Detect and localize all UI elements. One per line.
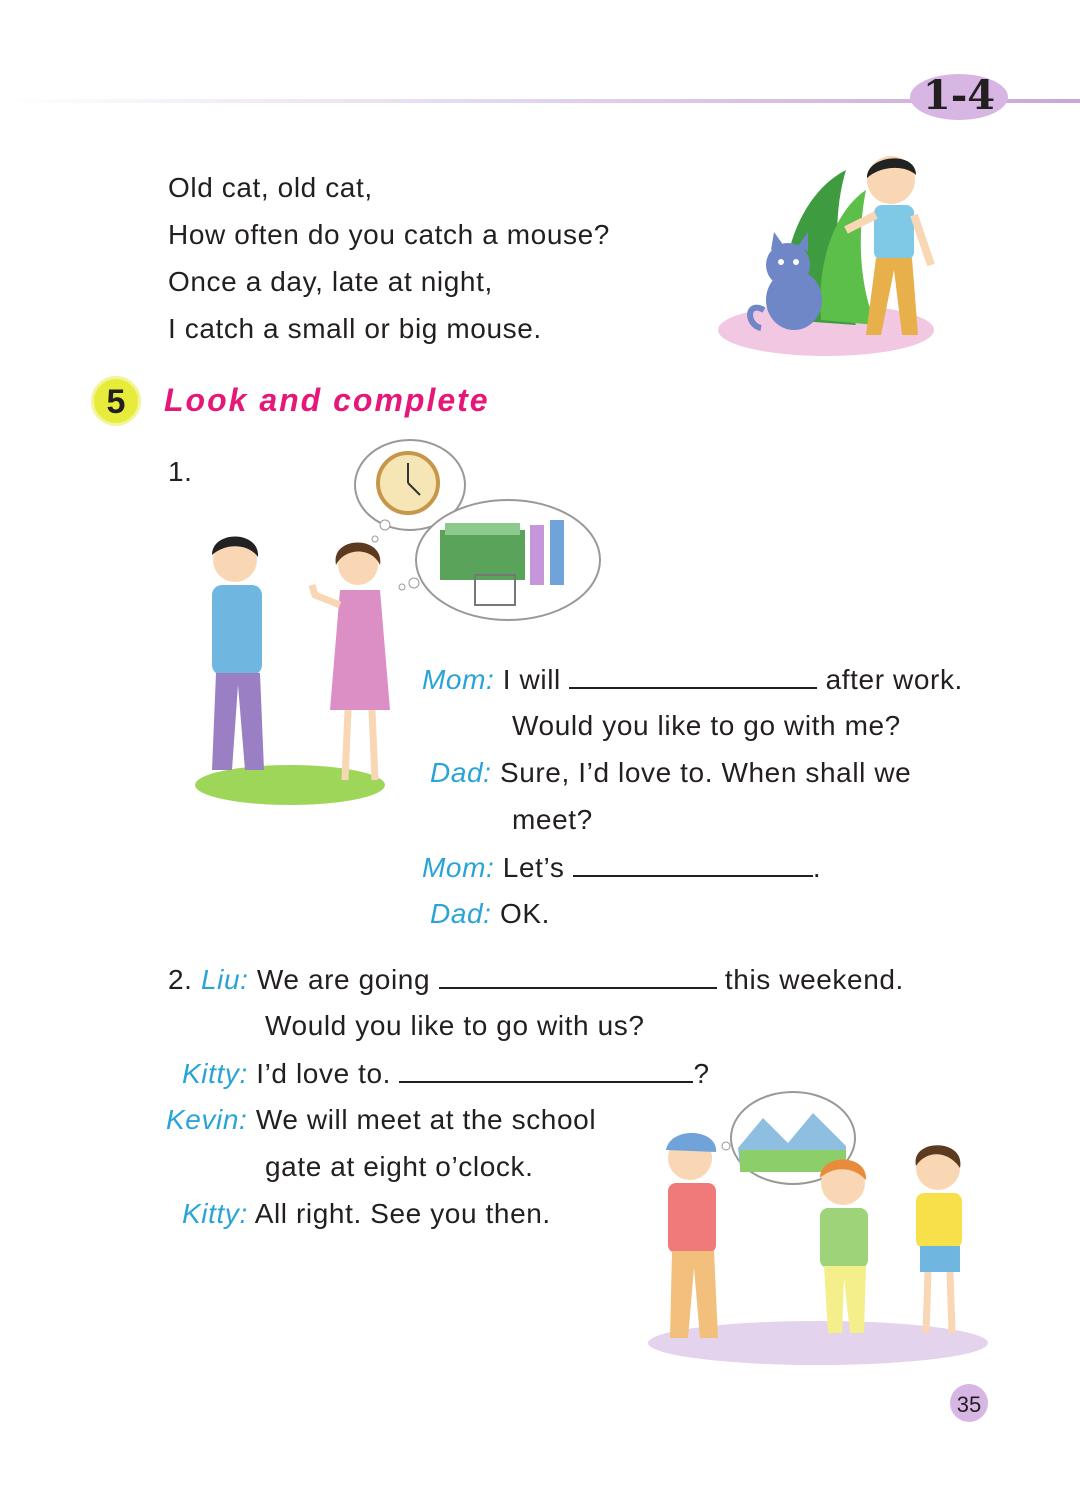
ex1-line-6: Dad: OK. <box>430 898 550 929</box>
speaker-kitty: Kitty: <box>182 1198 248 1229</box>
poem-line-1: Old cat, old cat, <box>168 172 373 203</box>
three-children-illustration <box>648 1088 993 1368</box>
answer-blank[interactable] <box>399 1059 693 1083</box>
unit-label: 1-4 <box>922 72 996 119</box>
ex2-line-4: Kevin: We will meet at the school <box>166 1104 597 1135</box>
answer-blank[interactable] <box>569 665 817 689</box>
speaker-mom: Mom: <box>422 852 495 883</box>
answer-blank[interactable] <box>439 965 717 989</box>
speaker-dad: Dad: <box>430 757 492 788</box>
poem-line-4: I catch a small or big mouse. <box>168 313 542 344</box>
exercise-2-number: 2. <box>168 964 193 995</box>
ex2-line-3: Kitty: I’d love to. ? <box>182 1058 710 1089</box>
speaker-liu: Liu: <box>200 964 249 995</box>
ex1-line-5: Mom: Let’s . <box>422 852 822 883</box>
answer-blank[interactable] <box>573 853 813 877</box>
section-title: Look and complete <box>164 382 490 418</box>
poem-line-2: How often do you catch a mouse? <box>168 219 610 250</box>
poem-line-3: Once a day, late at night, <box>168 266 493 297</box>
ex1-line-3: Dad: Sure, I’d love to. When shall we <box>430 757 912 788</box>
speaker-mom: Mom: <box>422 664 495 695</box>
section-number: 5 <box>106 383 126 421</box>
ex2-line-5: gate at eight o’clock. <box>265 1151 534 1182</box>
cat-and-boy-illustration <box>716 150 956 360</box>
ex2-line-2: Would you like to go with us? <box>265 1010 645 1041</box>
exercise-1-number: 1. <box>168 456 193 487</box>
ex2-line-6: Kitty: All right. See you then. <box>182 1198 551 1229</box>
speaker-kitty: Kitty: <box>182 1058 248 1089</box>
page-number: 35 <box>956 1392 982 1417</box>
ex1-line-4: meet? <box>512 804 593 835</box>
ex2-line-1: 2. Liu: We are going this weekend. <box>168 964 904 995</box>
mom-and-dad-illustration <box>190 435 610 810</box>
speaker-kevin: Kevin: <box>166 1104 248 1135</box>
ex1-line-2: Would you like to go with me? <box>512 710 901 741</box>
speaker-dad: Dad: <box>430 898 492 929</box>
ex1-line-1: Mom: I will after work. <box>422 664 963 695</box>
